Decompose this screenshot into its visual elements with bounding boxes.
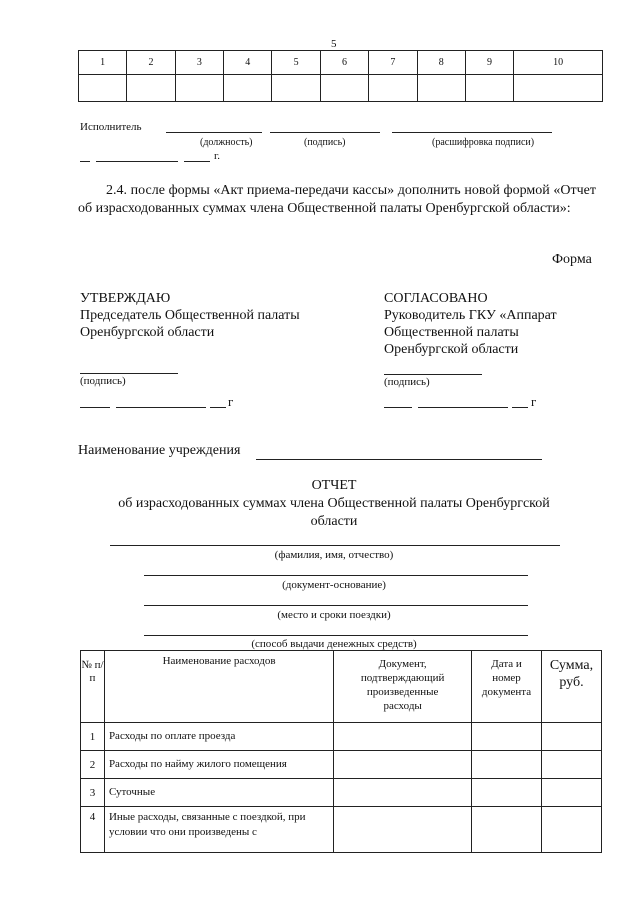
agree-block <box>384 290 557 358</box>
caption-position: (должность) <box>200 137 253 148</box>
caption-document: (документ-основание) <box>282 579 386 591</box>
row-number: 2 <box>81 751 105 779</box>
position-line[interactable] <box>166 132 262 133</box>
column-number-cell: 6 <box>320 51 368 75</box>
date-cell[interactable] <box>472 723 542 751</box>
expenses-table <box>80 650 602 853</box>
signature-line[interactable] <box>270 132 380 133</box>
doc-cell[interactable] <box>334 779 472 807</box>
agree-line1: Руководитель ГКУ «Аппарат <box>384 308 557 323</box>
sum-cell[interactable] <box>542 779 602 807</box>
report-subtitle-1: об израсходованных суммах члена Общественной палаты Оренбургской <box>118 496 550 511</box>
doc-cell[interactable] <box>334 723 472 751</box>
document-line[interactable] <box>144 575 528 576</box>
agree-title: СОГЛАСОВАНО <box>384 291 488 306</box>
approve-line2: Оренбургской области <box>80 325 215 340</box>
agree-date-suffix: г <box>531 394 537 409</box>
date-cell[interactable] <box>472 751 542 779</box>
header-date: Дата и номер документа <box>472 651 542 723</box>
sum-cell[interactable] <box>542 751 602 779</box>
empty-cell[interactable] <box>79 75 127 102</box>
header-name: Наименование расходов <box>104 651 333 723</box>
empty-cell[interactable] <box>514 75 603 102</box>
approve-block <box>80 290 300 341</box>
approve-title: УТВЕРЖДАЮ <box>80 291 171 306</box>
agree-date-year-line[interactable] <box>512 407 528 408</box>
empty-cell[interactable] <box>127 75 175 102</box>
expense-name: Расходы по найму жилого помещения <box>104 751 333 779</box>
agree-sign-caption: (подпись) <box>384 376 430 388</box>
agree-signature-line[interactable] <box>384 374 482 375</box>
approve-date-year-line[interactable] <box>210 407 226 408</box>
table-empty-row <box>79 75 603 102</box>
row-number: 3 <box>81 779 105 807</box>
institution-label: Наименование учреждения <box>78 443 241 458</box>
page-number: 5 <box>331 38 337 50</box>
empty-cell[interactable] <box>272 75 320 102</box>
agree-line3: Оренбургской области <box>384 342 519 357</box>
table-row <box>81 779 602 807</box>
sum-cell[interactable] <box>542 807 602 853</box>
table-row <box>81 723 602 751</box>
header-num: № п/п <box>81 651 105 723</box>
column-number-cell: 8 <box>417 51 465 75</box>
table-header-row <box>79 51 603 75</box>
empty-cell[interactable] <box>320 75 368 102</box>
empty-cell[interactable] <box>417 75 465 102</box>
row-number: 1 <box>81 723 105 751</box>
agree-line2: Общественной палаты <box>384 325 519 340</box>
row-number: 4 <box>81 807 105 853</box>
method-line[interactable] <box>144 635 528 636</box>
sum-cell[interactable] <box>542 723 602 751</box>
form-label: Форма <box>552 252 592 267</box>
approve-sign-caption: (подпись) <box>80 375 126 387</box>
agree-date-month-line[interactable] <box>418 407 508 408</box>
doc-cell[interactable] <box>334 751 472 779</box>
amendment-paragraph: 2.4. после формы «Акт приема-передачи кассы» дополнить новой формой «Отчет об израсходованных суммах члена Общественной палаты Оренбургской области»: <box>78 183 596 216</box>
date-cell[interactable] <box>472 779 542 807</box>
caption-place: (место и сроки поездки) <box>277 609 391 621</box>
column-number-cell: 9 <box>465 51 513 75</box>
caption-signature: (подпись) <box>304 137 346 148</box>
executor-label: Исполнитель <box>80 121 142 133</box>
column-number-cell: 10 <box>514 51 603 75</box>
empty-cell[interactable] <box>175 75 223 102</box>
expenses-header-row <box>81 651 602 723</box>
approve-date-day-line[interactable] <box>80 407 110 408</box>
approve-signature-line[interactable] <box>80 373 178 374</box>
table-row <box>81 751 602 779</box>
expense-name: Суточные <box>104 779 333 807</box>
institution-line[interactable] <box>256 459 542 460</box>
caption-method: (способ выдачи денежных средств) <box>251 638 417 650</box>
column-number-cell: 1 <box>79 51 127 75</box>
column-number-cell: 3 <box>175 51 223 75</box>
column-number-cell: 7 <box>369 51 417 75</box>
agree-date-day-line[interactable] <box>384 407 412 408</box>
empty-cell[interactable] <box>224 75 272 102</box>
table-row <box>81 807 602 853</box>
place-line[interactable] <box>144 605 528 606</box>
expense-name: Иные расходы, связанные с поездкой, при условии что они произведены с <box>104 807 333 853</box>
date-year-line[interactable] <box>184 161 210 162</box>
empty-cell[interactable] <box>465 75 513 102</box>
approve-date-suffix: г <box>228 394 234 409</box>
date-month-line[interactable] <box>96 161 178 162</box>
decoding-line[interactable] <box>392 132 552 133</box>
report-title: ОТЧЕТ <box>311 478 357 493</box>
approve-line1: Председатель Общественной палаты <box>80 308 300 323</box>
header-doc: Документ, подтверждающий произведенные расходы <box>334 651 472 723</box>
header-sum: Сумма, руб. <box>542 651 602 723</box>
doc-cell[interactable] <box>334 807 472 853</box>
empty-cell[interactable] <box>369 75 417 102</box>
name-line[interactable] <box>110 545 560 546</box>
column-number-cell: 4 <box>224 51 272 75</box>
column-number-table <box>78 50 603 102</box>
approve-date-month-line[interactable] <box>116 407 206 408</box>
column-number-cell: 5 <box>272 51 320 75</box>
date-day-line[interactable] <box>80 161 90 162</box>
date-cell[interactable] <box>472 807 542 853</box>
caption-name: (фамилия, имя, отчество) <box>274 549 394 561</box>
expense-name: Расходы по оплате проезда <box>104 723 333 751</box>
caption-decoding: (расшифровка подписи) <box>432 137 535 148</box>
report-subtitle-2: области <box>310 514 358 529</box>
column-number-cell: 2 <box>127 51 175 75</box>
date-suffix: г. <box>214 150 221 162</box>
